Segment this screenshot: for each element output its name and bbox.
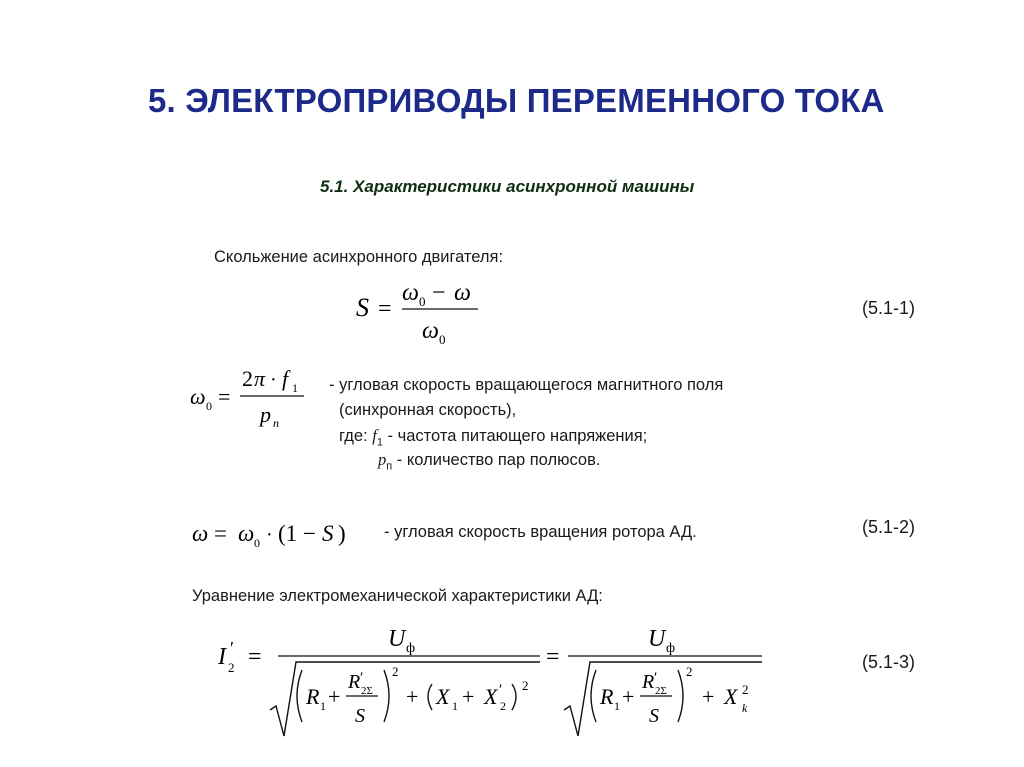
svg-text:′: ′ <box>230 638 234 658</box>
svg-text:R: R <box>600 684 614 709</box>
svg-text:·: · <box>270 369 277 391</box>
svg-text:ф: ф <box>406 641 416 656</box>
svg-text:p: p <box>260 402 271 427</box>
svg-text:2: 2 <box>686 664 693 679</box>
svg-text:X: X <box>724 684 738 709</box>
svg-text:ω: ω <box>422 318 439 344</box>
svg-text:1: 1 <box>452 699 458 713</box>
svg-text:+: + <box>622 684 635 709</box>
pole-pairs-desc: $p_п$ - количество пар полюсов. <box>378 450 601 473</box>
svg-text:2: 2 <box>742 682 749 697</box>
svg-text:f: f <box>282 366 289 391</box>
svg-text:S: S <box>649 705 659 727</box>
slip-heading: Скольжение асинхронного двигателя: <box>214 248 504 266</box>
svg-text:=: = <box>248 644 262 670</box>
svg-text:=: = <box>546 644 560 670</box>
svg-text:+: + <box>406 684 419 709</box>
svg-text:1: 1 <box>320 699 326 713</box>
svg-text:0: 0 <box>439 332 446 347</box>
svg-text:I: I <box>218 644 226 670</box>
svg-text:2Σ: 2Σ <box>655 685 667 697</box>
svg-text:=: = <box>378 296 392 322</box>
svg-text:2: 2 <box>242 366 253 391</box>
svg-text:2: 2 <box>522 678 529 693</box>
svg-text:R: R <box>642 671 655 693</box>
rotor-speed-formula <box>186 515 366 551</box>
svg-text:−: − <box>303 521 316 546</box>
frequency-desc: где: $f_1$ - частота питающего напряжения; <box>339 426 648 449</box>
svg-text:+: + <box>328 684 341 709</box>
svg-text:U: U <box>388 626 406 652</box>
svg-text:U: U <box>648 626 666 652</box>
svg-text:n: n <box>273 416 279 430</box>
svg-text:1: 1 <box>614 699 620 713</box>
eq-number-5-1-3: (5.1-3) <box>862 652 916 672</box>
svg-text:(1: (1 <box>278 521 298 546</box>
svg-text:R: R <box>306 684 320 709</box>
svg-text:ω: ω <box>190 384 206 409</box>
slip-formula <box>350 278 490 350</box>
section-subtitle: 5.1. Характеристики асинхронной машины <box>320 177 695 196</box>
svg-text:S: S <box>356 293 369 322</box>
svg-text:): ) <box>338 521 346 546</box>
svg-text:0: 0 <box>254 536 260 550</box>
synchronous-speed-formula <box>186 362 326 434</box>
rotor-speed-desc: - угловая скорость вращения ротора АД. <box>384 523 697 541</box>
svg-text:ф: ф <box>666 641 676 656</box>
svg-text:ω: ω <box>402 280 419 306</box>
svg-text:S: S <box>322 521 334 546</box>
sync-speed-desc: - угловая скорость вращающегося магнитного поля <box>329 376 724 394</box>
svg-text:+: + <box>702 684 715 709</box>
slide-title: 5. ЭЛЕКТРОПРИВОДЫ ПЕРЕМЕННОГО ТОКА <box>148 82 885 119</box>
svg-text:π: π <box>254 366 266 391</box>
svg-text:ω: ω <box>238 521 255 546</box>
svg-text:−: − <box>432 280 446 306</box>
svg-text:=: = <box>214 521 227 546</box>
electromech-formula <box>212 618 782 746</box>
eq-number-5-1-1: (5.1-1) <box>862 298 916 318</box>
svg-text:2: 2 <box>500 699 506 713</box>
svg-text:′: ′ <box>360 670 364 686</box>
sync-speed-note: (синхронная скорость), <box>339 401 517 419</box>
svg-text:2: 2 <box>392 664 399 679</box>
svg-text:+: + <box>462 684 475 709</box>
svg-text:2Σ: 2Σ <box>361 685 373 697</box>
svg-text:X: X <box>484 684 498 709</box>
svg-text:′: ′ <box>499 682 503 698</box>
electromech-heading: Уравнение электромеханической характеристики АД: <box>192 587 603 605</box>
svg-text:S: S <box>355 705 365 727</box>
svg-text:X: X <box>436 684 450 709</box>
svg-text:k: k <box>742 701 748 715</box>
svg-text:=: = <box>218 384 231 409</box>
eq-number-5-1-2: (5.1-2) <box>862 517 916 537</box>
svg-text:·: · <box>266 524 273 546</box>
svg-text:ω: ω <box>454 280 471 306</box>
svg-text:0: 0 <box>206 399 212 413</box>
svg-text:1: 1 <box>292 381 298 395</box>
svg-text:ω: ω <box>192 521 209 546</box>
svg-text:R: R <box>348 671 361 693</box>
svg-text:0: 0 <box>419 294 426 309</box>
svg-text:′: ′ <box>654 670 658 686</box>
svg-text:2: 2 <box>228 660 235 675</box>
